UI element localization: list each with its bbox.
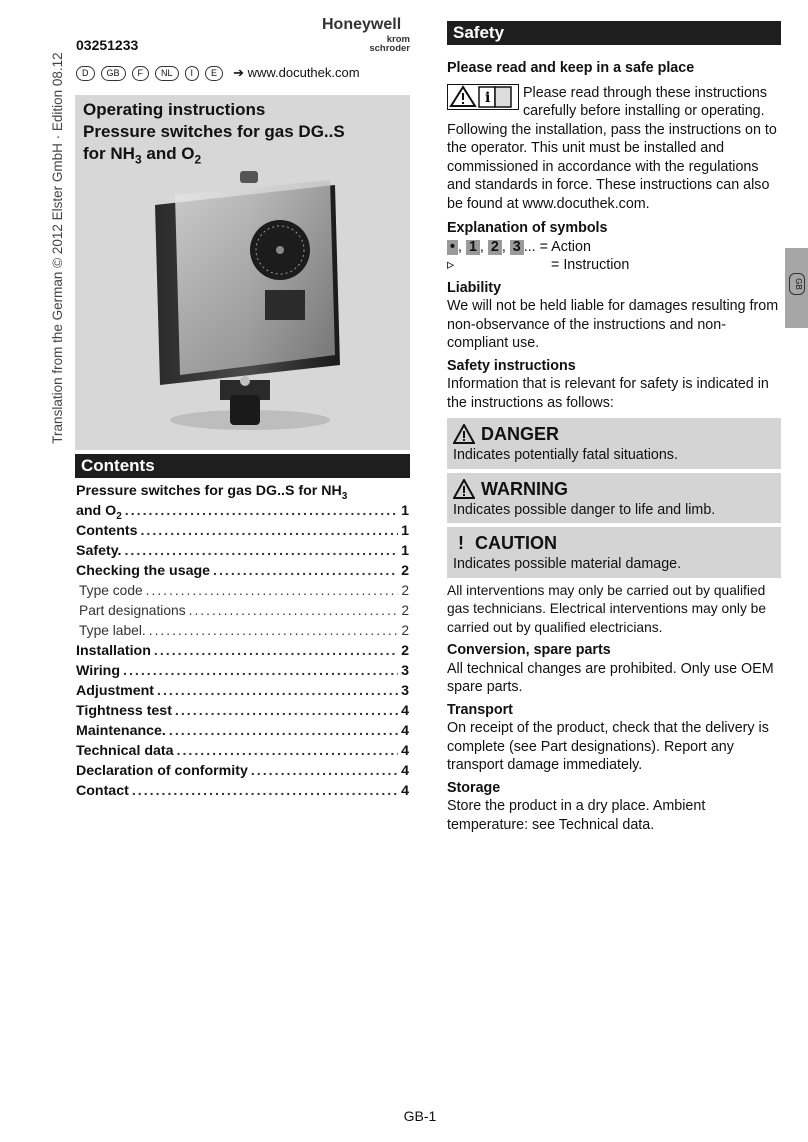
liability-heading: Liability (447, 279, 502, 296)
read-instructions-icon (447, 84, 519, 110)
cover-panel (75, 95, 410, 450)
conversion-text: All technical changes are prohibited. Only use OEM spare parts. (447, 660, 774, 695)
safety-heading: Safety (447, 21, 781, 45)
toc-item[interactable]: Checking the usage ..... 2 (76, 563, 409, 583)
contents-heading: Contents (75, 454, 410, 478)
table-of-contents (76, 483, 409, 803)
transport-text: On receipt of the product, check that the delivery is complete (see Part designations). Report any transport damage immediately. (447, 720, 769, 773)
toc-subitem[interactable]: Type code ..... 2 (76, 583, 409, 603)
step-3-symbol: 3 (510, 240, 524, 255)
title-line-1: Operating instructions (83, 100, 266, 119)
step-1-symbol: 1 (466, 240, 480, 255)
toc-item[interactable]: Wiring ..... 3 (76, 663, 409, 683)
toc-subitem[interactable]: Part designations ..... 2 (76, 603, 409, 623)
edition-note: Translation from the German © 2012 Elster GmbH · Edition 08.12 (50, 52, 65, 444)
danger-box (447, 418, 781, 469)
safety-column (447, 55, 781, 834)
warning-text: Indicates possible danger to life and limb. (453, 501, 716, 518)
toc-subitem[interactable]: Type label. ..... 2 (76, 623, 409, 643)
storage-heading: Storage (447, 779, 501, 796)
toc-item[interactable]: Declaration of conformity ..... 4 (76, 763, 409, 783)
toc-item[interactable]: Tightness test ..... 4 (76, 703, 409, 723)
svg-text:i: i (485, 89, 491, 106)
action-symbols: • , 1 , 2 , 3 ... = Action (447, 238, 781, 257)
caution-title: CAUTION (475, 533, 557, 553)
instruction-symbol-row: ▹ = Instruction (447, 257, 630, 273)
toc-item[interactable]: Pressure switches for gas DG..S for $NH_3$ (76, 483, 348, 502)
pressure-switch-image (135, 155, 355, 435)
warning-triangle-icon (453, 479, 475, 499)
warning-box (447, 473, 781, 524)
toc-item[interactable]: Installation ..... 2 (76, 643, 409, 663)
symbols-heading: Explanation of symbols (447, 220, 608, 236)
exclamation-icon: ! (458, 533, 464, 553)
warning-triangle-icon (453, 424, 475, 444)
kromschroder-logo: krom schroder (369, 34, 410, 54)
toc-item[interactable]: Contact ..... 4 (76, 783, 409, 803)
bullet-symbol: • (447, 240, 458, 255)
read-paragraph: i Please read through these instructions carefully before installing or operating. Following the installation, pass the instructions on to the operator. This unit must be installed and commissioned in accordance with the regulations and standards in force. These instructions can also be found at www.docuthek.com. (447, 84, 777, 212)
docuthek-link[interactable]: ➔ www.docuthek.com (233, 65, 360, 80)
transport-heading: Transport (447, 701, 513, 718)
language-tab-label: GB (789, 273, 805, 295)
danger-title: DANGER (481, 424, 560, 444)
lang-badge[interactable]: D (76, 66, 95, 81)
language-tab[interactable] (785, 248, 808, 328)
liability-text: We will not be held liable for damages resulting from non-observance of the instructions and non-compliant use. (447, 298, 779, 351)
lang-badge[interactable]: E (205, 66, 223, 81)
danger-text: Indicates potentially fatal situations. (453, 447, 678, 463)
toc-item[interactable]: and $O_2$ ..... 1 (76, 503, 409, 523)
lang-badge[interactable]: F (132, 66, 150, 81)
storage-text: Store the product in a dry place. Ambient temperature: see Technical data. (447, 798, 706, 833)
page-number: GB-1 (403, 1108, 437, 1124)
triangle-bullet-icon: ▹ (447, 257, 455, 273)
warning-title: WARNING (481, 478, 568, 499)
language-list (76, 63, 360, 83)
toc-item[interactable]: Technical data ..... 4 (76, 743, 409, 763)
document-number: 03251233 (76, 37, 139, 53)
toc-item[interactable]: Contents ..... 1 (76, 523, 409, 543)
conversion-heading: Conversion, spare parts (447, 642, 611, 658)
caution-text: Indicates possible material damage. (453, 556, 682, 572)
step-2-symbol: 2 (488, 240, 502, 255)
safety-instructions-heading: Safety instructions (447, 357, 576, 374)
honeywell-logo: Honeywell (322, 16, 402, 33)
safety-instructions-text: Information that is relevant for safety is indicated in the instructions as follows: (447, 376, 769, 411)
toc-item[interactable]: Safety. ..... 1 (76, 543, 409, 563)
read-heading: Please read and keep in a safe place (447, 60, 695, 76)
lang-badge[interactable]: I (185, 66, 200, 81)
toc-item[interactable]: Maintenance. ..... 4 (76, 723, 409, 743)
toc-item[interactable]: Adjustment ..... 3 (76, 683, 409, 703)
interventions-text: All interventions may only be carried out by qualified gas technicians. Electrical interventions may only be carried out by qualified electricians. (447, 582, 767, 635)
title-line-3: for $NH_3$ and $O_2$ (83, 144, 202, 167)
title-line-2: Pressure switches for gas DG..S (83, 122, 345, 141)
lang-badge[interactable]: GB (101, 66, 126, 81)
lang-badge[interactable]: NL (155, 66, 179, 81)
caution-box (447, 527, 781, 578)
